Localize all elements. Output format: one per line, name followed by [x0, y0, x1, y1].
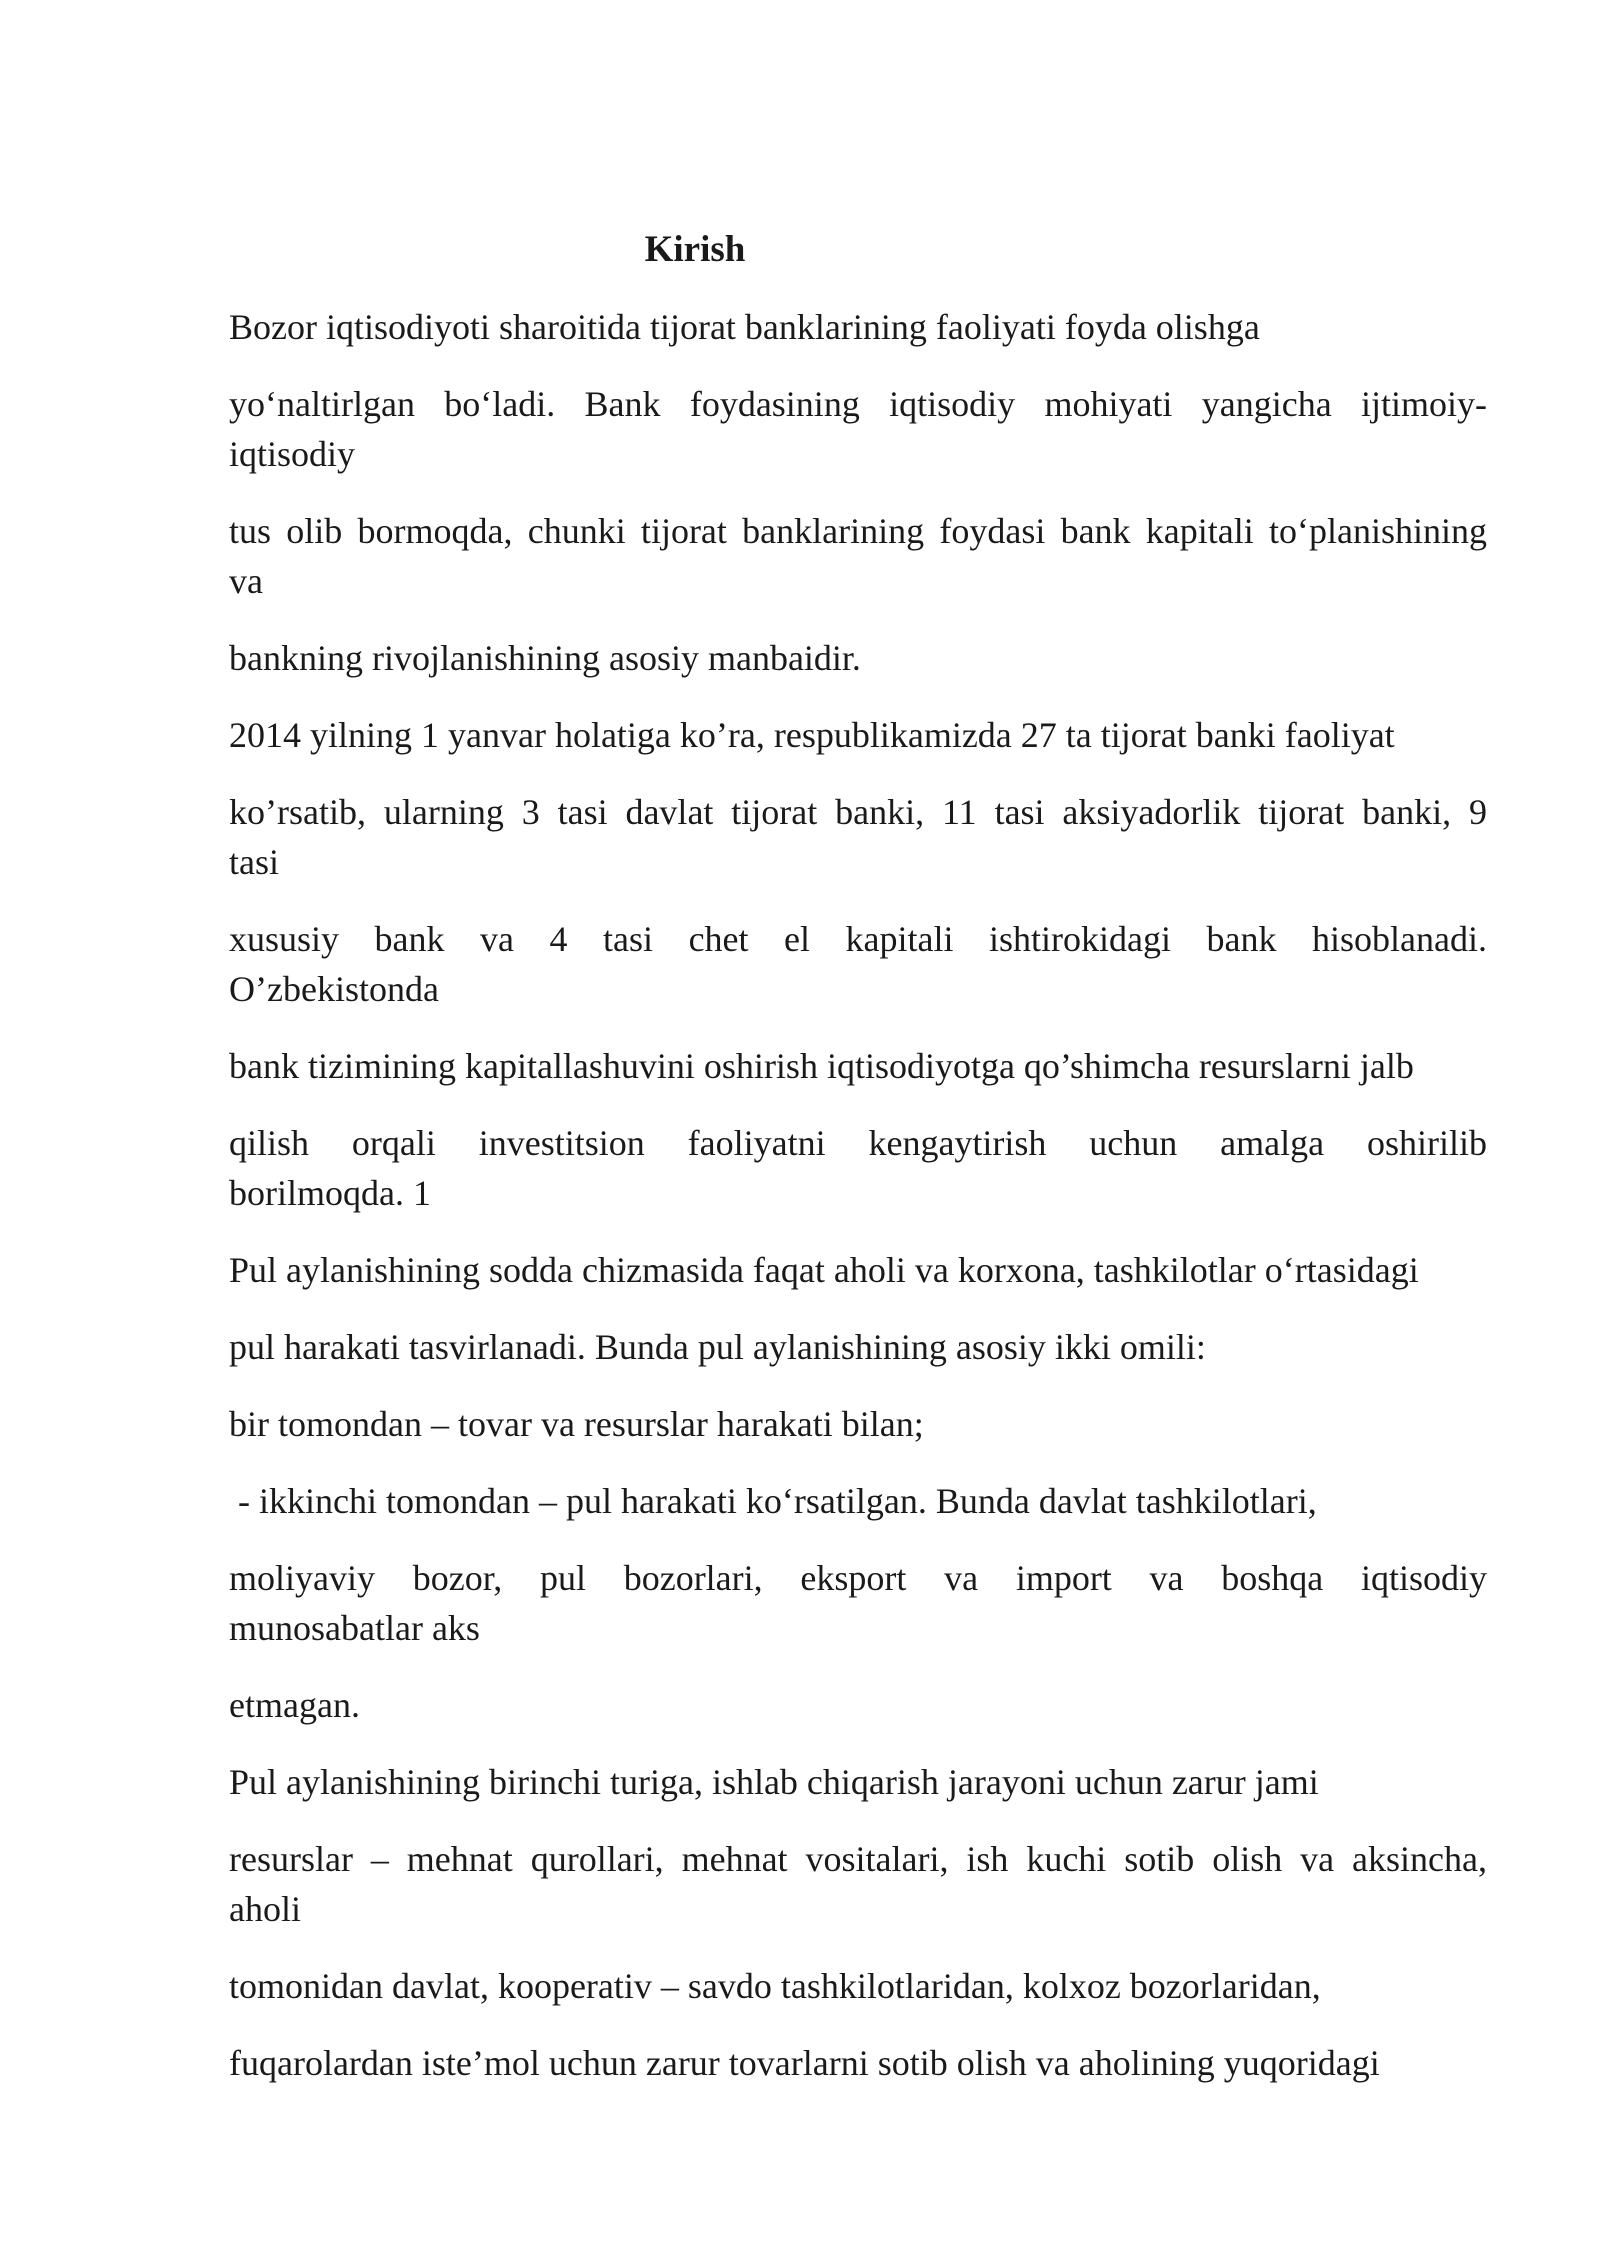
paragraph-line: xususiy bank va 4 tasi chet el kapitali ishtirokidagi bank hisoblanadi. O’zbekistonda: [229, 919, 1487, 1009]
paragraph-line: qilish orqali investitsion faoliyatni kengaytirish uchun amalga oshirilib borilmoqda. 1: [229, 1123, 1487, 1213]
paragraph-line: pul harakati tasvirlanadi. Bunda pul aylanishining asosiy ikki omili:: [229, 1327, 1206, 1367]
paragraph-line: Pul aylanishining sodda chizmasida faqat aholi va korxona, tashkilotlar o‘rtasidagi: [229, 1250, 1419, 1290]
paragraph-line: bank tizimining kapitallashuvini oshirish iqtisodiyotga qo’shimcha resurslarni jalb: [229, 1046, 1414, 1086]
paragraph-line: ko’rsatib, ularning 3 tasi davlat tijorat banki, 11 tasi aksiyadorlik tijorat banki, 9 tasi: [229, 792, 1487, 882]
document-body: [229, 302, 1487, 2115]
paragraph-line: 2014 yilning 1 yanvar holatiga ko’ra, respublikamizda 27 ta tijorat banki faoliyat: [229, 715, 1395, 755]
paragraph-line: Pul aylanishining birinchi turiga, ishlab chiqarish jarayoni uchun zarur jami: [229, 1762, 1319, 1802]
paragraph-line: bir tomondan – tovar va resurslar harakati bilan;: [229, 1404, 924, 1444]
paragraph-line: yo‘naltirlgan bo‘ladi. Bank foydasining iqtisodiy mohiyati yangicha ijtimoiy- iqtisodiy: [229, 384, 1487, 474]
paragraph-line: etmagan.: [229, 1685, 360, 1725]
paragraph-line: fuqarolardan iste’mol uchun zarur tovarlarni sotib olish va aholining yuqoridagi: [229, 2043, 1380, 2083]
paragraph-line: tus olib bormoqda, chunki tijorat banklarining foydasi bank kapitali to‘planishining va: [229, 511, 1487, 601]
paragraph-line: resurslar – mehnat qurollari, mehnat vositalari, ish kuchi sotib olish va aksincha, aholi: [229, 1839, 1487, 1929]
paragraph-line: moliyaviy bozor, pul bozorlari, eksport va import va boshqa iqtisodiy munosabatlar aks: [229, 1558, 1487, 1648]
paragraph-line: bankning rivojlanishining asosiy manbaidir.: [229, 638, 861, 678]
paragraph-line: Bozor iqtisodiyoti sharoitida tijorat banklarining faoliyati foyda olishga: [229, 307, 1260, 347]
paragraph-line: - ikkinchi tomondan – pul harakati ko‘rsatilgan. Bunda davlat tashkilotlari,: [229, 1481, 1317, 1521]
page-title: Kirish: [644, 229, 746, 270]
paragraph-line: tomonidan davlat, kooperativ – savdo tashkilotlaridan, kolxoz bozorlaridan,: [229, 1966, 1321, 2006]
